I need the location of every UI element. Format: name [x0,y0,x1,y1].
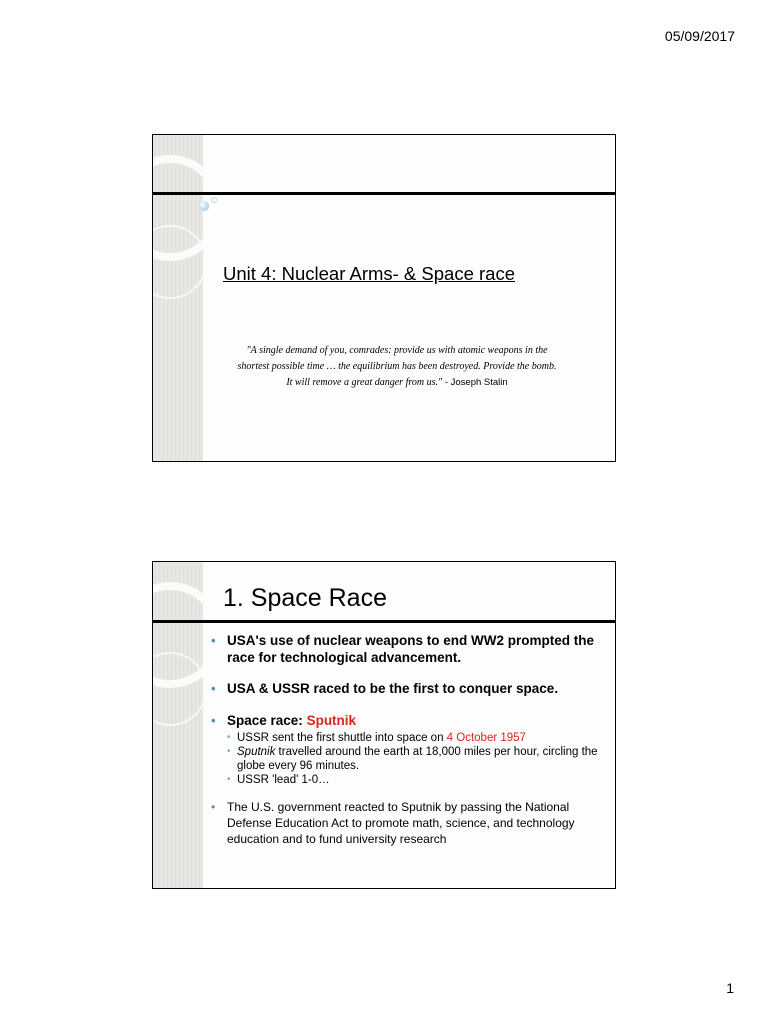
slide-2 [152,561,616,889]
sub-bullet-text: travelled around the earth at 18,000 miles per hour, circling the globe every 96 minutes. [237,746,598,772]
title-divider [153,192,615,195]
slide-body [205,630,605,847]
quote-line: shortest possible time … the equilibrium has been destroyed. Provide the bomb. [237,361,557,372]
bullet-text: USA's use of nuclear weapons to end WW2 prompted the race for technological advancement. [227,633,594,665]
page-number: 1 [726,980,734,996]
quote-line [217,375,577,391]
slide-title: 1. Space Race [223,584,387,612]
sub-bullet-icon: • [227,774,231,785]
bubble-icon [199,201,209,211]
bullet-item [205,799,605,847]
sub-bullet-item [205,745,605,773]
slide-1 [152,134,616,462]
sub-bullet-text: USSR sent the first shuttle into space on [237,732,447,744]
launch-date: 4 October 1957 [446,732,526,744]
quote-line-text: It will remove a great danger from us." [286,377,443,388]
sub-bullet-icon: • [227,746,231,757]
bullet-item [205,712,605,729]
quote-author: - Joseph Stalin [442,377,508,388]
bullet-item [205,680,605,697]
bullet-icon: • [211,633,216,648]
bubble-icon [211,197,217,203]
quote-line: "A single demand of you, comrades: provide us with atomic weapons in the [246,345,548,356]
sub-bullet-item [205,731,605,745]
sputnik-highlight: Sputnik [306,713,357,728]
sub-bullet-item [205,773,605,787]
sputnik-italic: Sputnik [237,746,276,758]
bullet-icon: • [211,713,216,728]
stalin-quote [217,343,577,391]
bullet-text: USA & USSR raced to be the first to conquer space. [227,681,559,696]
title-divider [153,620,615,623]
bullet-text: The U.S. government reacted to Sputnik by passing the National Defense Education Act to promote math, science, and technology education and to fund university research [227,800,575,846]
page-date: 05/09/2017 [664,28,735,44]
bullet-text: Space race: [227,713,307,728]
sub-bullet-text: USSR 'lead' 1-0… [237,774,330,786]
bullet-icon: • [211,681,216,696]
bullet-icon: • [211,800,216,814]
sub-bullet-icon: • [227,732,231,743]
slide-title: Unit 4: Nuclear Arms- & Space race [223,263,515,284]
slide-content-area [203,135,615,461]
bullet-item [205,632,605,666]
